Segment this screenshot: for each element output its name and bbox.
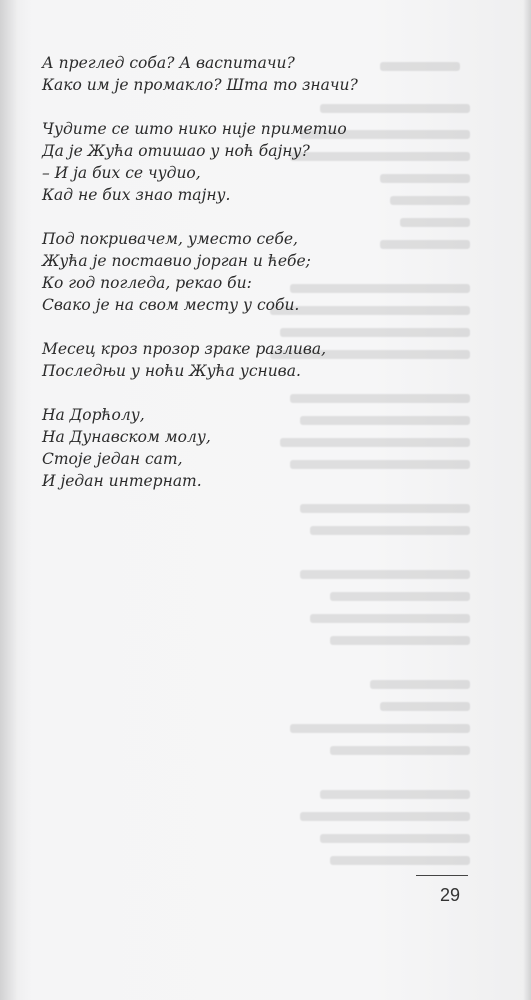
- stanza-5: [42, 404, 422, 492]
- poem-line: Чудите се што нико није приметио: [42, 120, 347, 138]
- page-number-rule: [416, 875, 468, 876]
- stanza-2: [42, 118, 422, 206]
- poem-line: Стоје један сат,: [42, 450, 183, 468]
- poem-line: И један интернат.: [42, 472, 202, 490]
- stanza-1: [42, 52, 422, 96]
- poem-text: [42, 52, 422, 514]
- poem-line: Месец кроз прозор зраке разлива,: [42, 340, 327, 358]
- poem-line: – И ја бих се чудио,: [42, 164, 201, 182]
- stanza-3: [42, 228, 422, 316]
- poem-line: А преглед соба? А васпитачи?: [42, 54, 295, 72]
- poem-line: На Дорћолу,: [42, 406, 145, 424]
- poem-line: Под покривачем, уместо себе,: [42, 230, 298, 248]
- page-number: 29: [440, 885, 461, 905]
- poem-line: Жућа је поставио јорган и ћебе;: [42, 252, 311, 270]
- poem-line: Последњи у ноћи Жућа уснива.: [42, 362, 301, 380]
- poem-line: Како им је промакло? Шта то значи?: [42, 76, 358, 94]
- stanza-4: [42, 338, 422, 382]
- poem-line: Ко год погледа, рекао би:: [42, 274, 252, 292]
- poem-line: Кад не бих знао тајну.: [42, 186, 231, 204]
- poem-line: На Дунавском молу,: [42, 428, 211, 446]
- poem-line: Да је Жућа отишао у ноћ бајну?: [42, 142, 310, 160]
- poem-line: Свако је на свом месту у соби.: [42, 296, 300, 314]
